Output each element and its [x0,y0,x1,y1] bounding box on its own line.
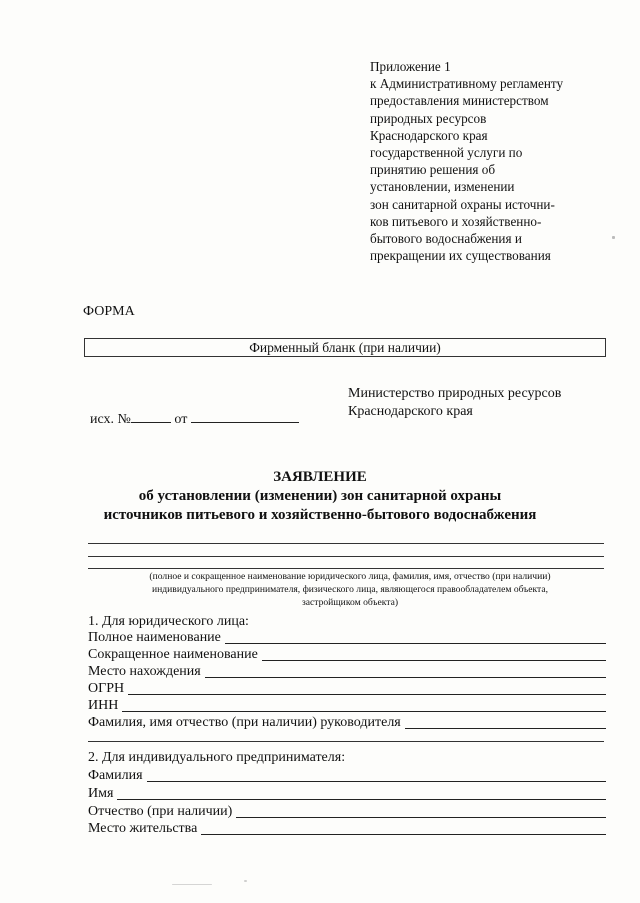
appendix-line: зон санитарной охраны источни- [370,196,555,212]
applicant-hint [90,570,610,609]
field-blank[interactable] [122,699,606,712]
field-blank[interactable] [201,822,606,835]
applicant-name-line[interactable] [88,556,604,557]
outgoing-date-label: от [174,412,188,427]
form-label: ФОРМА [83,304,135,319]
appendix-line: Приложение 1 [370,59,451,74]
field-label: Фамилия [88,768,143,783]
field-blank[interactable] [405,716,606,729]
hint-line: (полное и сокращенное наименование юридического лица, фамилия, имя, отчество (при наличии) [149,571,551,582]
field-blank[interactable] [236,805,606,818]
field-blank[interactable] [262,648,606,661]
outgoing-number-field[interactable] [131,410,171,423]
field-blank[interactable] [117,787,606,800]
recipient-block [348,385,561,421]
field-label: Имя [88,786,114,801]
section-individual-heading: 2. Для индивидуального предпринимателя: [88,750,346,765]
director-continuation-line[interactable] [88,741,604,742]
field-director-name[interactable] [88,715,606,731]
title-subtitle-2: источников питьевого и хозяйственно-бытового водоснабжения [103,507,537,523]
recipient-line-1: Министерство природных ресурсов [348,386,562,401]
field-ogrn[interactable] [88,681,606,697]
hint-line: индивидуального предпринимателя, физического лица, являющегося правообладателем объекта, [152,584,548,595]
field-patronymic[interactable] [88,804,606,820]
field-label: Фамилия, имя отчество (при наличии) руководителя [88,715,401,730]
field-first-name[interactable] [88,786,606,802]
recipient-line-2: Краснодарского края [348,404,473,419]
title-subtitle-1: об установлении (изменении) зон санитарной охраны [138,488,502,504]
field-blank[interactable] [225,631,606,644]
appendix-line: природных ресурсов [370,110,487,126]
appendix-line: ков питьевого и хозяйственно- [370,213,542,229]
section-legal-entity-heading: 1. Для юридического лица: [88,614,249,629]
appendix-line: предоставления министерством [370,93,549,109]
field-blank[interactable] [205,665,606,678]
document-title [0,468,640,525]
field-residence[interactable] [88,821,606,837]
outgoing-date-field[interactable] [191,410,299,423]
letterhead-box: Фирменный бланк (при наличии) [84,338,606,357]
field-label: Место жительства [88,821,198,836]
field-surname[interactable] [88,768,606,784]
scan-speck [612,236,615,239]
appendix-line: государственной услуги по [370,145,523,161]
appendix-line: бытового водоснабжения и [370,231,522,247]
field-label: Полное наименование [88,630,221,645]
title-main: ЗАЯВЛЕНИЕ [273,469,367,485]
appendix-header [370,58,620,264]
applicant-name-line[interactable] [88,568,604,569]
field-label: Отчество (при наличии) [88,804,233,819]
scan-speck [244,880,247,882]
field-blank[interactable] [128,682,606,695]
appendix-line: к Административному регламенту [370,76,564,92]
appendix-line: принятию решения об [370,162,496,178]
field-short-name[interactable] [88,647,606,663]
applicant-name-line[interactable] [88,543,604,544]
outgoing-number-label: исх. № [90,412,131,427]
field-location[interactable] [88,664,606,680]
field-label: ИНН [88,698,119,713]
field-label: Сокращенное наименование [88,647,258,662]
field-label: ОГРН [88,681,125,696]
hint-line: застройщиком объекта) [301,597,399,608]
appendix-line: Краснодарского края [370,127,488,143]
appendix-line: прекращении их существования [370,248,551,264]
field-label: Место нахождения [88,664,201,679]
outgoing-number [90,410,299,428]
appendix-line: установлении, изменении [370,179,515,195]
scan-speck [172,884,212,885]
field-full-name[interactable] [88,630,606,646]
field-blank[interactable] [147,769,606,782]
field-inn[interactable] [88,698,606,714]
